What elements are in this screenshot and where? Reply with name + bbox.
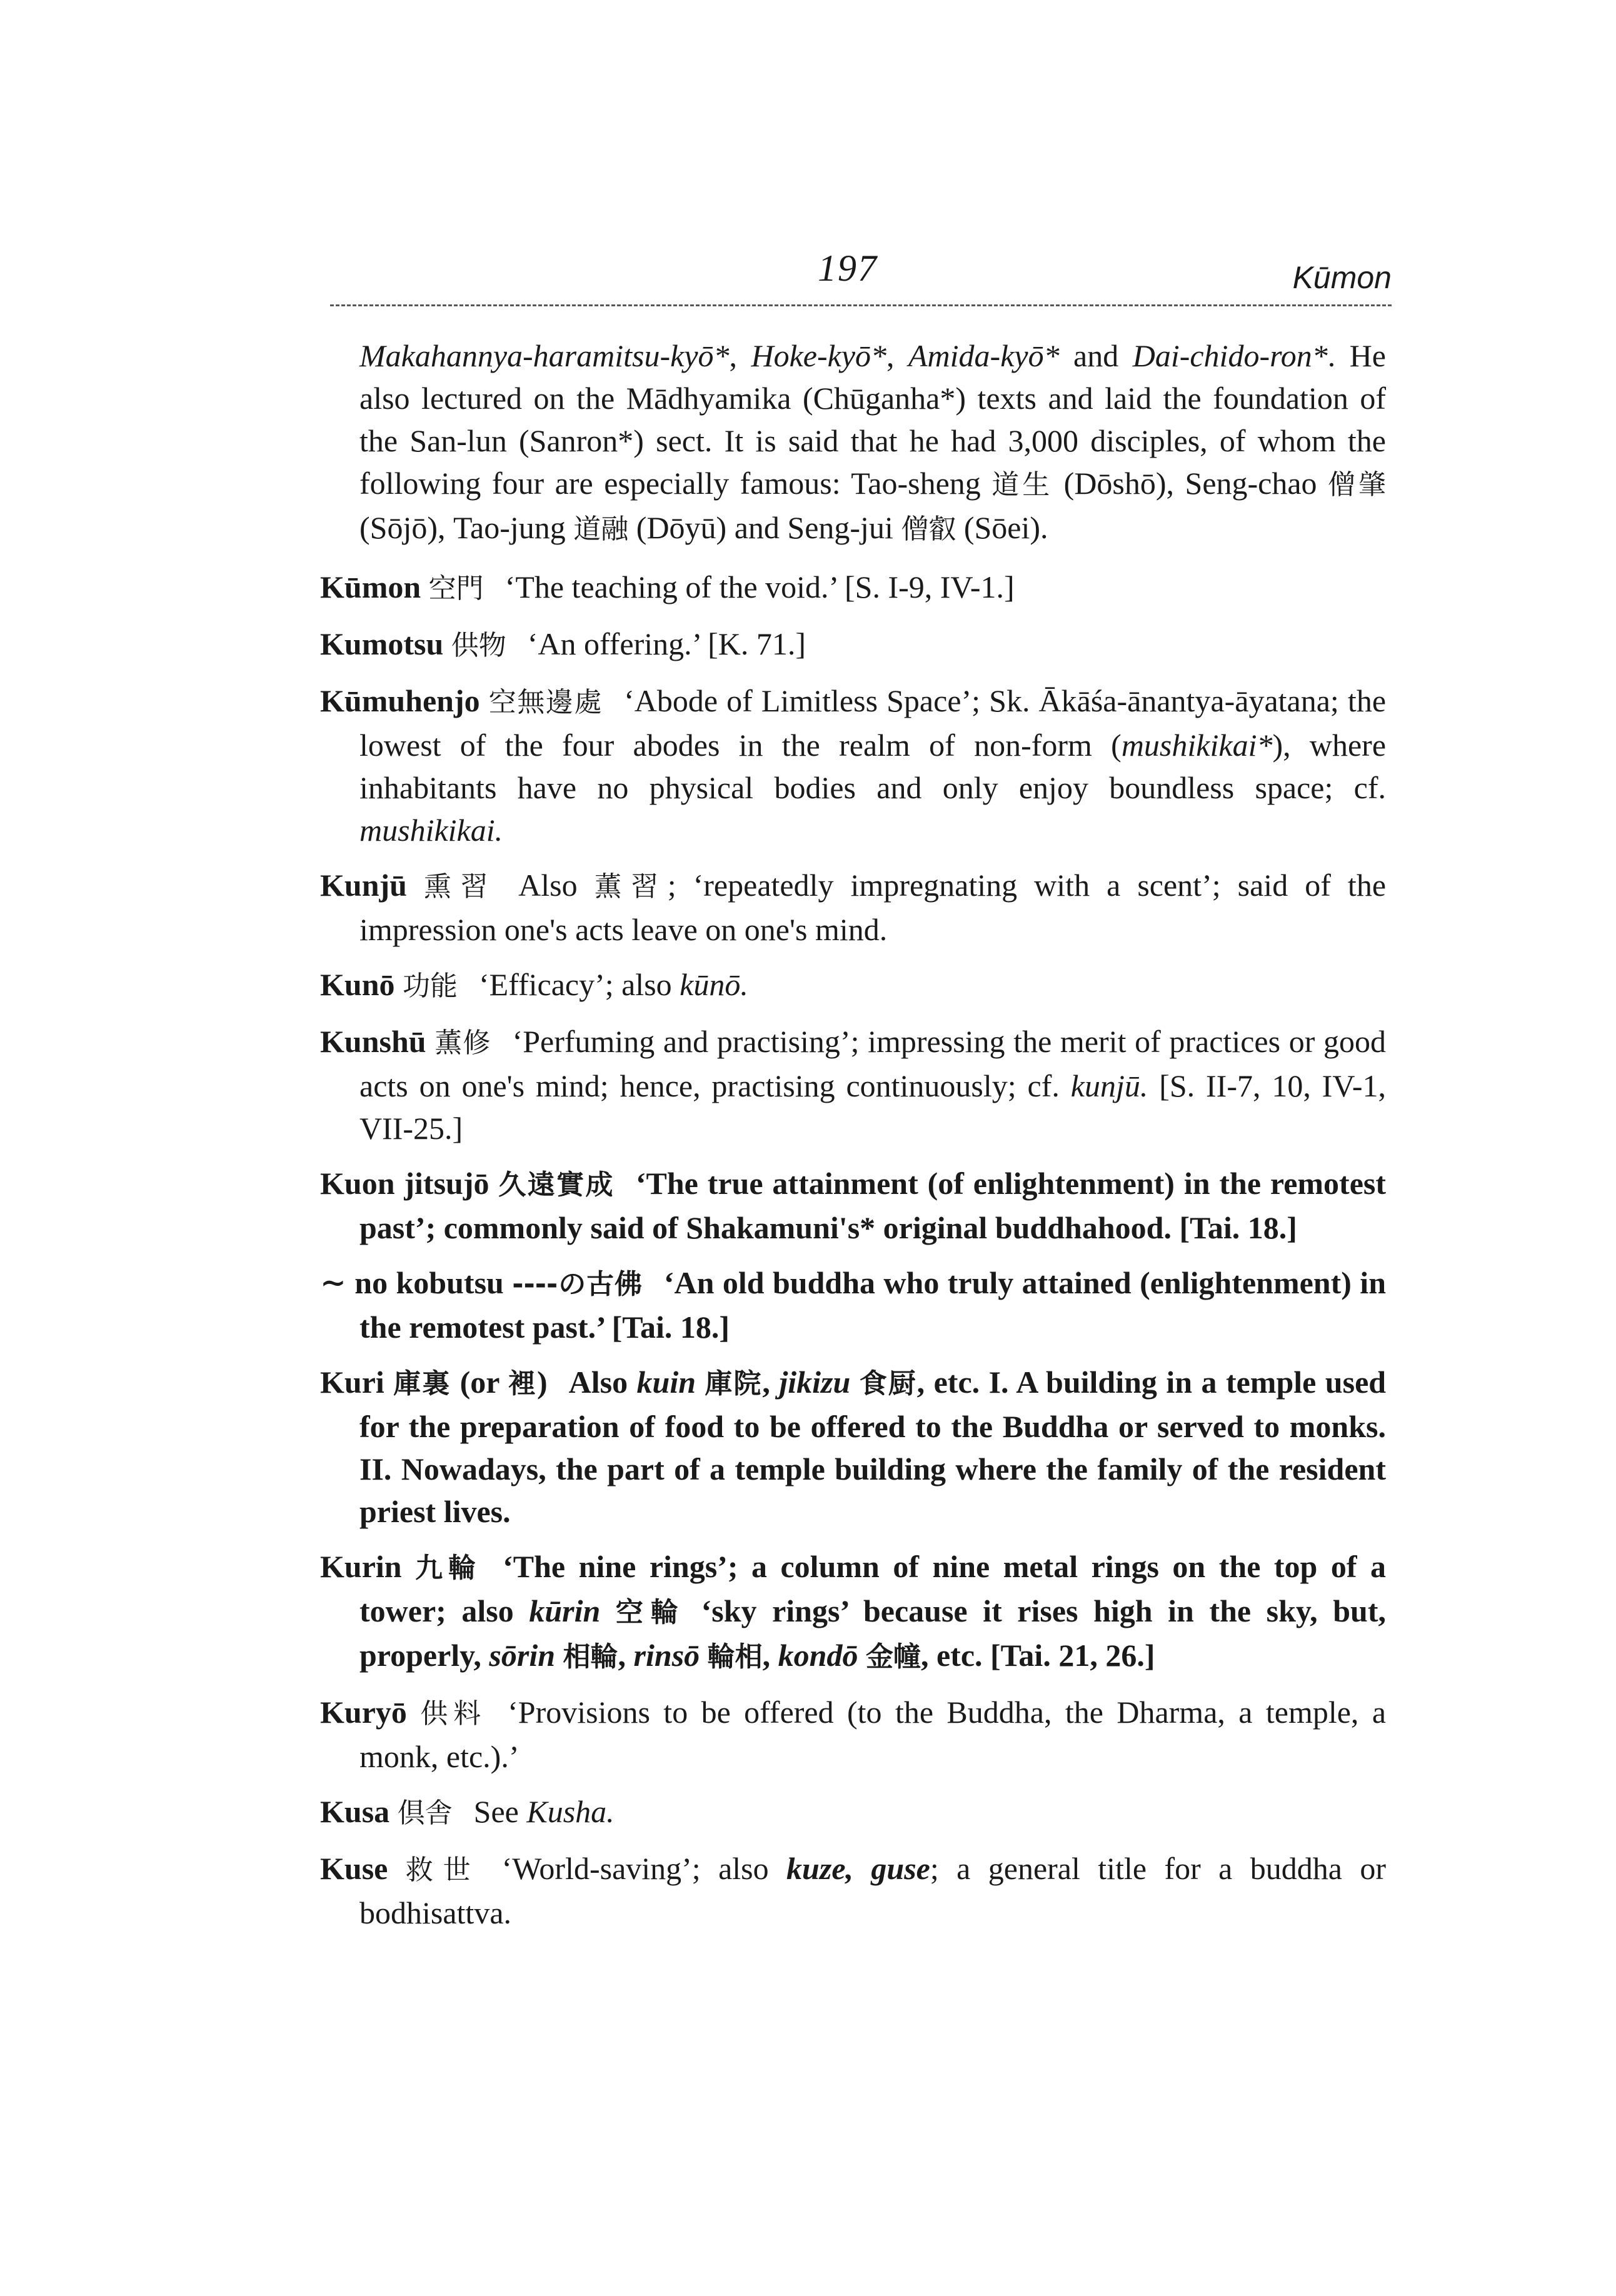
text: Amida-kyō* — [908, 338, 1060, 373]
entry-kunshu — [320, 1020, 1386, 1150]
cross-reference: rinsō — [633, 1638, 700, 1673]
text: (Dōyū) and Seng-jui — [628, 510, 901, 545]
entry-kusa — [320, 1790, 1386, 1835]
cross-reference: kondō — [778, 1638, 858, 1673]
headword: Kunō — [320, 967, 395, 1002]
definition: , — [618, 1638, 634, 1673]
page-number: 197 — [818, 248, 878, 289]
text: (Sōei). — [956, 510, 1048, 545]
definition: ; ‘repeatedly impregnating with a scent’; said of the impression one's acts leave on one's mind. — [359, 868, 1387, 947]
definition: ‘The nine rings’; a column of nine metal rings on the top of a tower; also — [359, 1549, 1387, 1628]
definition: , etc. [Tai. 21, 26.] — [920, 1638, 1155, 1673]
definition: Also — [518, 868, 595, 903]
headword: Kuon jitsujō — [320, 1166, 489, 1201]
headword-kanji: 供料 — [420, 1698, 487, 1730]
definition: ), where inhabitants have no physical bodies and only enjoy boundless space; cf. — [359, 728, 1387, 805]
kanji: 金幢 — [865, 1641, 921, 1673]
definition: ; a general title for a buddha or bodhisattva. — [359, 1851, 1386, 1930]
cross-reference: sōrin — [489, 1638, 556, 1673]
text: (Dōshō), Seng-chao — [1053, 466, 1328, 501]
entry-kuse — [320, 1847, 1386, 1934]
entry-kumotsu — [320, 623, 1386, 667]
headword-kanji: ----の古佛 — [512, 1268, 643, 1300]
text: , — [886, 338, 908, 373]
kanji: 庫院 — [705, 1368, 763, 1400]
cross-reference: kuin — [636, 1365, 696, 1400]
entry-kuon-jitsujo — [320, 1162, 1386, 1249]
definition: , — [762, 1365, 780, 1400]
definition: ‘An offering.’ [K. 71.] — [527, 626, 806, 661]
headword-kanji: 久遠實成 — [498, 1169, 615, 1201]
cross-reference: mushikikai. — [359, 813, 503, 848]
page-header — [330, 247, 1392, 316]
headword-kanji: 九輪 — [415, 1552, 482, 1584]
header-rule — [330, 304, 1392, 306]
definition: , etc. I. A building in a temple used for the preparation of food to be offered to the Buddha or served to monks. II. Nowadays, the part of a temple building where the family of the resident priest lives. — [359, 1365, 1387, 1529]
kanji: 食厨 — [859, 1368, 917, 1400]
kanji: 輪相 — [707, 1641, 763, 1673]
cross-reference: Kusha. — [526, 1794, 615, 1829]
kanji: 裡 — [508, 1368, 537, 1400]
definition: ) — [536, 1365, 548, 1400]
entry-kumon — [320, 566, 1386, 610]
definition: [S. II-7, 10, IV-1, VII-25.] — [359, 1068, 1387, 1146]
kanji: 空輪 — [615, 1597, 686, 1628]
kanji: 僧叡 — [901, 513, 956, 545]
definition: ‘Provisions to be offered (to the Buddha, the Dharma, a temple, a monk, etc.).’ — [359, 1695, 1387, 1774]
definition: Also — [568, 1365, 637, 1400]
cross-reference: jikizu — [779, 1365, 851, 1400]
definition: ‘The true attainment (of enlightenment) in the remotest past’; commonly said of Shakamuni's* original buddhahood. [Tai. 18.] — [359, 1166, 1386, 1245]
kanji: 僧肇 — [1328, 469, 1387, 501]
kanji: 薫習 — [594, 871, 668, 903]
headword: ∼ no kobutsu — [320, 1265, 504, 1300]
entry-kuryo — [320, 1691, 1386, 1778]
text: (Sōjō), Tao-jung — [359, 510, 574, 545]
headword-kanji: 供物 — [451, 629, 506, 661]
cross-reference: kūrin — [529, 1593, 601, 1628]
definition: ‘Efficacy’; also — [479, 967, 680, 1002]
dictionary-content — [320, 334, 1386, 1947]
definition: ‘Abode of Limitless Space’; Sk. Ākāśa-ānantya-āyatana; the lowest of the four abodes in the realm of non-form ( — [359, 683, 1387, 763]
headword: Kumotsu — [320, 626, 444, 661]
kanji: 道生 — [991, 469, 1053, 501]
headword: Kūmon — [320, 569, 421, 604]
definition: ‘An old buddha who truly attained (enlightenment) in the remotest past.’ [Tai. 18.] — [359, 1265, 1387, 1345]
definition: ‘sky rings’ because it rises high in the sky, but, properly, — [359, 1593, 1387, 1673]
headword: Kuri — [320, 1365, 384, 1400]
kanji: 道融 — [573, 513, 629, 545]
headword-kanji: 救世 — [405, 1854, 481, 1886]
headword: Kuryō — [320, 1695, 407, 1730]
text: . He also lectured on the Mādhyamika (Chūganha*) texts and laid the foundation of the San-lun (Sanron*) sect. It is said that he had 3,000 disciples, of whom the following four are especially famous: Tao-sheng — [359, 338, 1386, 501]
headword: Kunjū — [320, 868, 407, 903]
entry-kurin — [320, 1545, 1386, 1678]
text: Dai-chido-ron* — [1132, 338, 1328, 373]
entry-kuno — [320, 963, 1386, 1008]
kanji: 相輪 — [563, 1641, 618, 1673]
entry-kumuhenjo — [320, 679, 1386, 851]
headword: Kūmuhenjo — [320, 683, 480, 718]
headword: Kurin — [320, 1549, 402, 1584]
headword-kanji: 功能 — [403, 970, 458, 1002]
definition: ‘The teaching of the void.’ [S. I-9, IV-1.] — [504, 569, 1015, 604]
entry-no-kobutsu — [320, 1261, 1386, 1348]
headword: Kusa — [320, 1794, 390, 1829]
cross-reference: mushikikai* — [1121, 728, 1273, 763]
continuation-paragraph — [320, 334, 1386, 551]
headword-kanji: 熏習 — [424, 871, 498, 903]
running-head: Kūmon — [1292, 260, 1392, 295]
headword-kanji: 倶舎 — [397, 1797, 453, 1829]
entry-kuri — [320, 1361, 1386, 1533]
headword-kanji: 薫修 — [434, 1027, 491, 1059]
headword-kanji: 庫裏 — [393, 1368, 451, 1400]
definition: See — [473, 1794, 527, 1829]
definition: (or — [451, 1365, 508, 1400]
text: Hoke-kyō* — [751, 338, 887, 373]
cross-reference: kunjū. — [1070, 1068, 1148, 1103]
text: , — [729, 338, 751, 373]
entry-kunju — [320, 864, 1386, 951]
definition: ‘World-saving’; also — [501, 1851, 787, 1886]
headword: Kuse — [320, 1851, 388, 1886]
text: Makahannya-haramitsu-kyō* — [359, 338, 730, 373]
text: and — [1059, 338, 1133, 373]
definition: , — [762, 1638, 778, 1673]
headword-kanji: 空無邊處 — [488, 686, 603, 718]
cross-reference: kūnō. — [680, 967, 748, 1002]
definition: ‘Perfuming and practising’; impressing the merit of practices or good acts on one's mind; hence, practising continuously; cf. — [359, 1024, 1387, 1103]
headword-kanji: 空門 — [428, 573, 484, 604]
headword: Kunshū — [320, 1024, 426, 1059]
cross-reference: kuze, guse — [786, 1851, 930, 1886]
